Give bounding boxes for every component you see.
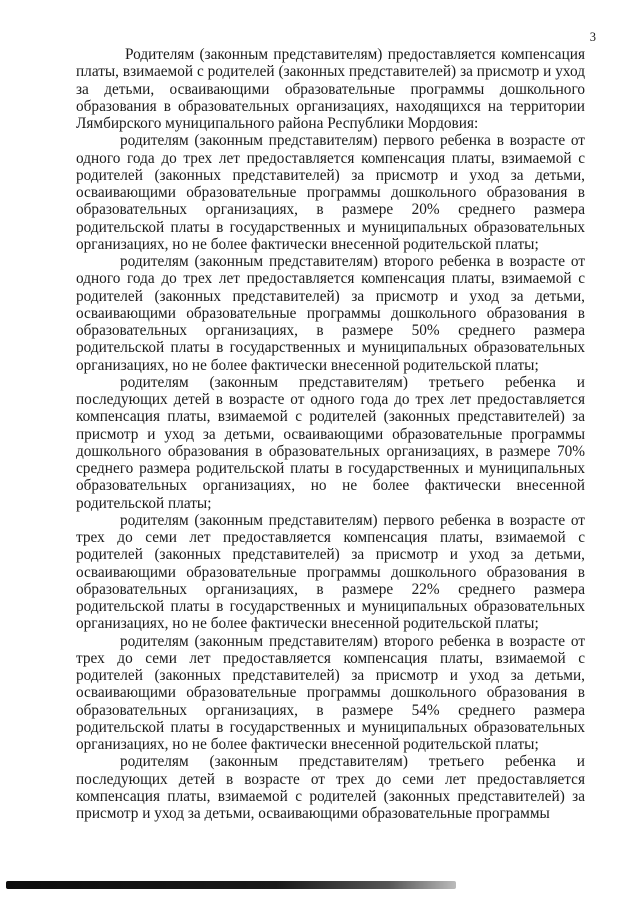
intro-paragraph: Родителям (законным представителям) предоставляется компенсация платы, взимаемой с родителей (законных представителей) за присмотр и уход за детьми, осваивающими образовательные программы дошкольного образования в образовательных организациях, находящихся на территории Лямбирского муниципального района Республики Мордовия: bbox=[76, 46, 585, 132]
paragraph-third-child-1-3: родителям (законным представителям) третьего ребенка и последующих детей в возрасте от одного года до трех лет предоставляется компенсация платы, взимаемой с родителей (законных представителей) за присмотр и уход за детьми, осваивающими образовательные программы дошкольного образования в образовательных организациях, в размере 70% среднего размера родительской платы в государственных и муниципальных образовательных организациях, но не более фактически внесенной родительской платы; bbox=[76, 373, 585, 512]
document-body bbox=[76, 46, 585, 822]
paragraph-second-child-1-3: родителям (законным представителям) второго ребенка в возрасте от одного года до трех лет предоставляется компенсация платы, взимаемой с родителей (законных представителей) за присмотр и уход за детьми, осваивающими образовательные программы дошкольного образования в образовательных организациях, в размере 50% среднего размера родительской платы в государственных и муниципальных образовательных организациях, но не более фактически внесенной родительской платы; bbox=[76, 253, 585, 374]
paragraph-third-child-3-7: родителям (законным представителям) третьего ребенка и последующих детей в возрасте от трех до семи лет предоставляется компенсация платы, взимаемой с родителей (законных представителей) за присмотр и уход за детьми, осваивающими образовательные программы bbox=[76, 753, 585, 822]
scan-edge-rule bbox=[6, 881, 456, 889]
paragraph-first-child-3-7: родителям (законным представителям) первого ребенка в возрасте от трех до семи лет предоставляется компенсация платы, взимаемой с родителей (законных представителей) за присмотр и уход за детьми, осваивающими образовательные программы дошкольного образования в образовательных организациях, в размере 22% среднего размера родительской платы в государственных и муниципальных образовательных организациях, но не более фактически внесенной родительской платы; bbox=[76, 511, 585, 633]
paragraph-second-child-3-7: родителям (законным представителям) второго ребенка в возрасте от трех до семи лет предоставляется компенсация платы, взимаемой с родителей (законных представителей) за присмотр и уход за детьми, осваивающими образовательные программы дошкольного образования в образовательных организациях, в размере 54% среднего размера родительской платы в государственных и муниципальных образовательных организациях, но не более фактически внесенной родительской платы; bbox=[76, 632, 585, 753]
page-number: 3 bbox=[589, 30, 596, 44]
paragraph-first-child-1-3: родителям (законным представителям) первого ребенка в возрасте от одного года до трех лет предоставляется компенсация платы, взимаемой с родителей (законных представителей) за присмотр и уход за детьми, осваивающими образовательные программы дошкольного образования в образовательных организациях, в размере 20% среднего размера родительской платы в государственных и муниципальных образовательных организациях, но не более фактически внесенной родительской платы; bbox=[76, 132, 585, 253]
